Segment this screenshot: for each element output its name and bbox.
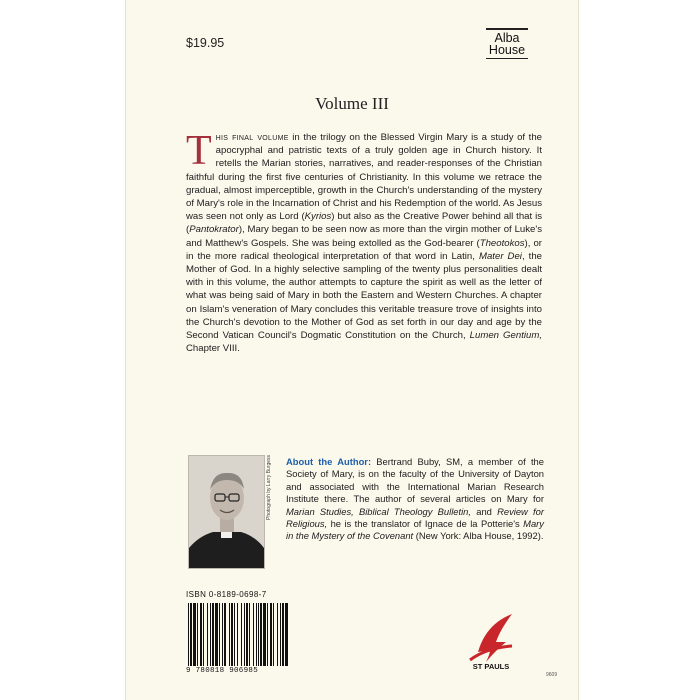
logo-line-2: House [488, 43, 526, 57]
barcode-bar [280, 603, 281, 666]
barcode-bar [277, 603, 278, 666]
blurb-text-3: ), Mary began to be seen now as more than the virgin mother of Luke's and Matthew's Gospels. She was being extolled as the God-bearer ( [186, 224, 542, 249]
term-kyrios: Kyrios [304, 211, 332, 223]
about-italic-3: Mary in the Mystery of the Covenant [286, 518, 544, 542]
term-theotokos: Theotokos [479, 237, 525, 249]
blurb-text-2: ) but also as the Creative Power behind all that is ( [186, 211, 542, 236]
barcode-bar [249, 603, 250, 666]
barcode-bar [231, 603, 233, 666]
barcode-bar [263, 603, 266, 666]
blurb-text-5: , the Mother of God. In a highly selective sampling of the twenty plus personalities dealt with in this volume, the author attempts to capture the spirit as well as the letter of what was being said of Mary in both the Eastern and Western Churches. A chapter on Islam's veneration of Mary concludes this veritable treasure trove of insights into the Church's devotion to the Mother of God as set forth in our day and age by the Second Vatican Council's Dogmatic Constitution on the Church, [186, 250, 542, 342]
about-text-2: and [471, 505, 498, 517]
lead-in: his final volume [215, 132, 289, 143]
blurb-text-6: Chapter VIII. [186, 343, 240, 355]
about-italic-2: Review for Religious, [286, 505, 544, 530]
barcode-bar [234, 603, 235, 666]
alba-house-logo [486, 28, 528, 58]
barcode-bar [222, 603, 223, 666]
volume-title: Volume III [315, 94, 389, 113]
about-text-4: (New York: Alba House, 1992). [413, 530, 544, 542]
barcode-bar [267, 603, 268, 666]
barcode-bar [285, 603, 288, 666]
barcode-bar [229, 603, 230, 666]
barcode-bar [188, 603, 189, 666]
logo-top-rule [486, 28, 528, 30]
blurb-text-4: ), or in the more radical theological interpretation of that word in Latin, [186, 237, 542, 262]
about-the-author [286, 456, 544, 543]
barcode-bar [258, 603, 259, 666]
barcode-bar [193, 603, 196, 666]
barcode-bar [212, 603, 214, 666]
imprint-name: ST PAULS [472, 662, 510, 671]
author-portrait-illustration [189, 456, 264, 568]
barcode-bar [219, 603, 220, 666]
drop-cap: T [186, 128, 212, 174]
term-lumen-gentium: Lumen Gentium, [469, 330, 542, 342]
isbn-label: ISBN 0-8189-0698-7 [186, 590, 267, 599]
barcode-bar [270, 603, 272, 666]
price-label: $19.95 [186, 36, 225, 50]
about-italic-1: Marian Studies, Biblical Theology Bulletin, [286, 505, 472, 517]
logo-bottom-rule [486, 58, 528, 59]
barcode-bar [260, 603, 262, 666]
barcode-bar [203, 603, 204, 666]
logo-line-1: Alba [494, 31, 520, 45]
barcode-bar [273, 603, 274, 666]
term-mater-dei: Mater Dei [478, 250, 522, 262]
barcode-icon [186, 603, 290, 666]
barcode-digits: 9 780818 906985 [186, 667, 259, 675]
barcode-bar [224, 603, 226, 666]
barcode-bar [215, 603, 218, 666]
photo-credit: Photograph by Larry Burgess [266, 454, 272, 520]
barcode-bar [253, 603, 254, 666]
book-back-cover [125, 0, 579, 700]
barcode-bar [200, 603, 202, 666]
term-pantokrator: Pantokrator [189, 224, 239, 236]
barcode-bar [256, 603, 257, 666]
barcode-bar [244, 603, 245, 666]
about-text-1: Bertrand Buby, SM, a member of the Society of Mary, is on the faculty of the University of Dayton and associated with the International Marian Research Institute there. The author of several articles on Mary for [286, 456, 544, 505]
book-description [186, 128, 543, 355]
barcode-bar [190, 603, 192, 666]
barcode-bar [210, 603, 211, 666]
barcode-bar [246, 603, 248, 666]
print-code: 9609 [546, 672, 558, 678]
barcode-bar [237, 603, 238, 666]
barcode-bar [241, 603, 242, 666]
isbn-block [186, 590, 290, 680]
barcode-bar [197, 603, 198, 666]
barcode-bar [282, 603, 284, 666]
about-text-3: he is the translator of Ignace de la Potterie's [327, 518, 524, 530]
blurb-text-1: in the trilogy on the Blessed Virgin Mary is a study of the apocryphal and patristic texts of a truly golden age in Church history. It retells the Marian stories, narratives, and reader-responses of the Christian faithful during the first five centuries of Christianity. In this volume we retrace the gradual, almost imperceptible, growth in the Church's understanding of the mystery of Mary's role in the Incarnation of Christ and his Redemption of the world. As Jesus was seen not only as Lord ( [186, 132, 543, 223]
author-photo [188, 455, 265, 569]
barcode-bar [207, 603, 208, 666]
about-heading: About the Author: [286, 456, 372, 467]
